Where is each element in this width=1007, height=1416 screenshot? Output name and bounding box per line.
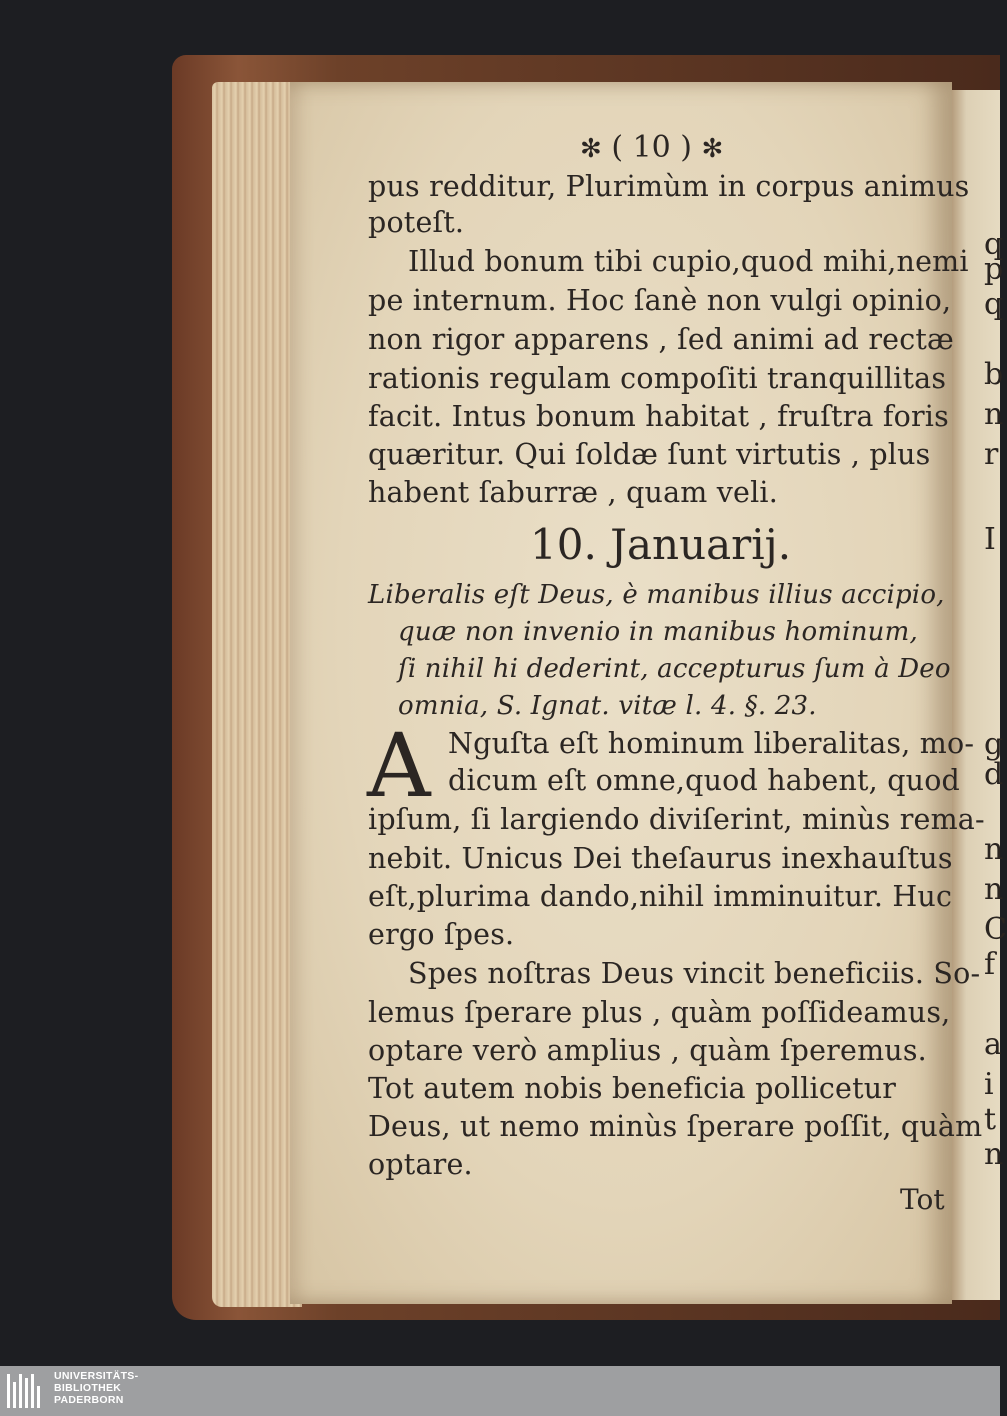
text-line: ergo ſpes. bbox=[368, 918, 515, 951]
quote-line: ſi nihil hi dederint, accepturus ſum à Deo bbox=[398, 654, 951, 684]
facing-page-letter: n bbox=[984, 1137, 1004, 1172]
text-line: Spes noſtras Deus vincit beneficiis. So- bbox=[408, 957, 981, 990]
ornament-right-icon: ✻ bbox=[701, 134, 724, 164]
quote-line: quæ non invenio in manibus hominum, bbox=[398, 617, 918, 647]
facing-page-letter: i bbox=[984, 1067, 994, 1102]
text-line: non rigor apparens , ſed animi ad rectæ bbox=[368, 323, 955, 356]
drop-cap: A bbox=[367, 714, 431, 817]
catchword: Tot bbox=[900, 1183, 945, 1216]
text-line: Nguſta eſt hominum liberalitas, mo- bbox=[448, 727, 975, 760]
facing-page-letter: n bbox=[984, 872, 1004, 907]
library-name: UNIVERSITÄTS- BIBLIOTHEK PADERBORN bbox=[54, 1370, 139, 1406]
section-heading: 10. Januarij. bbox=[530, 520, 792, 569]
text-line: dicum eſt omne,quod habent, quod bbox=[448, 764, 960, 797]
facing-page-letter: a bbox=[984, 1027, 1002, 1062]
facing-page-letter: b bbox=[984, 357, 1004, 392]
text-line: nebit. Unicus Dei theſaurus inexhauſtus bbox=[368, 842, 953, 875]
facing-page-letter: C bbox=[984, 912, 1007, 947]
text-line: poteſt. bbox=[368, 206, 465, 239]
quote-line: omnia, S. Ignat. vitæ l. 4. §. 23. bbox=[398, 691, 817, 721]
facing-page-letter: g bbox=[984, 727, 1004, 762]
facing-page-letter: I bbox=[984, 522, 996, 557]
text-line: pus redditur, Plurimùm in corpus animus bbox=[368, 170, 970, 203]
text-line: optare. bbox=[368, 1148, 473, 1181]
facing-page-letter: t bbox=[984, 1102, 997, 1137]
facing-page-letter: r bbox=[984, 437, 999, 472]
ornament-left-icon: ✻ bbox=[580, 134, 602, 164]
facing-page-letter: d bbox=[984, 757, 1004, 792]
text-line: quæritur. Qui ſoldæ ſunt virtutis , plus bbox=[368, 438, 931, 471]
text-line: pe internum. Hoc ſanè non vulgi opinio, bbox=[368, 284, 952, 317]
page-edges bbox=[212, 82, 302, 1307]
facing-page-letter: n bbox=[984, 397, 1004, 432]
text-line: Illud bonum tibi cupio,quod mihi,nemi bbox=[408, 245, 969, 278]
facing-page-letter: f bbox=[984, 947, 996, 982]
text-line: ipſum, ſi largiendo diviſerint, minùs rema- bbox=[368, 803, 985, 836]
page-number: ( 10 ) bbox=[611, 130, 692, 165]
library-footer-bar bbox=[0, 1366, 1000, 1416]
quote-line: Liberalis eſt Deus, è manibus illius accipio, bbox=[368, 580, 945, 610]
text-line: rationis regulam compoſiti tranquillitas bbox=[368, 362, 947, 395]
facing-page-letter: p bbox=[984, 252, 1004, 287]
facing-page-letter: q bbox=[984, 227, 1004, 262]
facing-page-letter: q bbox=[984, 287, 1004, 322]
text-line: eſt,plurima dando,nihil imminuitur. Huc bbox=[368, 880, 953, 913]
text-line: optare verò amplius , quàm ſperemus. bbox=[368, 1034, 927, 1067]
text-line: lemus ſperare plus , quàm poſſideamus, bbox=[368, 996, 951, 1029]
facing-page-letter: n bbox=[984, 832, 1004, 867]
text-line: facit. Intus bonum habitat , fruſtra foris bbox=[368, 400, 949, 433]
text-line: habent ſaburræ , quam veli. bbox=[368, 476, 779, 509]
text-line: Tot autem nobis beneficia pollicetur bbox=[368, 1072, 897, 1105]
library-logo-icon bbox=[7, 1374, 47, 1408]
text-line: Deus, ut nemo minùs ſperare poſſit, quàm bbox=[368, 1110, 983, 1143]
page-header bbox=[580, 130, 723, 165]
